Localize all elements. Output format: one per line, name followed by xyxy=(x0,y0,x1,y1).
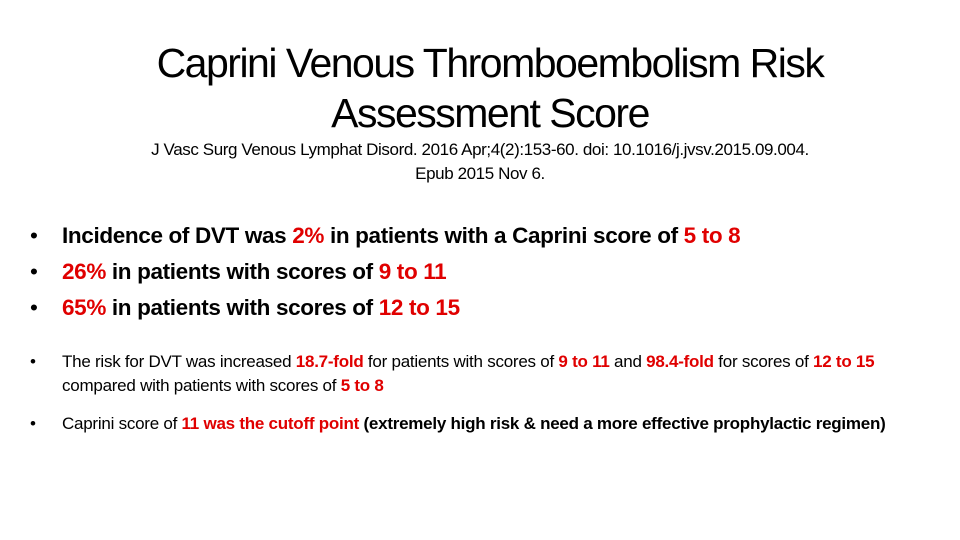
highlight-score-range: 9 to 11 xyxy=(378,259,447,284)
slide-title-line-2: Assessment Score xyxy=(331,90,649,136)
detail-text: for scores of xyxy=(713,352,814,371)
main-point-text: in patients with scores of xyxy=(105,259,379,284)
highlight-score-range: 9 to 11 xyxy=(558,352,610,371)
detail-text: The risk for DVT was increased xyxy=(62,352,296,371)
highlight-score-range: 5 to 8 xyxy=(683,223,741,248)
detail-text: Caprini score of xyxy=(62,414,182,433)
main-point-65-percent xyxy=(30,290,940,326)
highlight-score-range: 12 to 15 xyxy=(378,295,460,320)
detail-point-risk-fold xyxy=(30,350,940,398)
detail-point-cutoff xyxy=(30,412,940,436)
citation-line-1: J Vasc Surg Venous Lymphat Disord. 2016 Apr;4(2):153-60. doi: 10.1016/j.jvsv.2015.09.004. xyxy=(151,140,809,159)
main-point-text: in patients with a Caprini score of xyxy=(324,223,684,248)
bullet-icon: • xyxy=(30,414,36,433)
main-points-list xyxy=(30,218,940,326)
detail-text: for patients with scores of xyxy=(363,352,559,371)
main-point-text: in patients with scores of xyxy=(105,295,379,320)
main-point-text: Incidence of DVT was xyxy=(62,223,293,248)
highlight-fold: 98.4-fold xyxy=(646,352,714,371)
highlight-cutoff: 11 was the cutoff point xyxy=(181,414,360,433)
highlight-fold: 18.7-fold xyxy=(295,352,364,371)
detail-text: compared with patients with scores of xyxy=(62,376,341,395)
highlight-percent: 26% xyxy=(62,259,106,284)
citation xyxy=(40,138,920,186)
highlight-percent: 2% xyxy=(292,223,325,248)
main-point-incidence xyxy=(30,218,940,254)
detail-text: and xyxy=(609,352,647,371)
slide-title-line-1: Caprini Venous Thromboembolism Risk xyxy=(156,40,824,86)
bullet-icon: • xyxy=(30,295,38,320)
highlight-score-range: 5 to 8 xyxy=(340,376,384,395)
highlight-percent: 65% xyxy=(62,295,106,320)
bullet-icon: • xyxy=(30,223,38,248)
bullet-icon: • xyxy=(30,259,38,284)
detail-bold-text: (extremely high risk & need a more effective prophylactic regimen) xyxy=(359,414,886,433)
citation-line-2: Epub 2015 Nov 6. xyxy=(415,164,545,183)
highlight-score-range: 12 to 15 xyxy=(813,352,875,371)
bullet-icon: • xyxy=(30,352,36,371)
slide-title xyxy=(130,38,850,138)
main-point-26-percent xyxy=(30,254,940,290)
detail-points-list xyxy=(30,350,940,450)
